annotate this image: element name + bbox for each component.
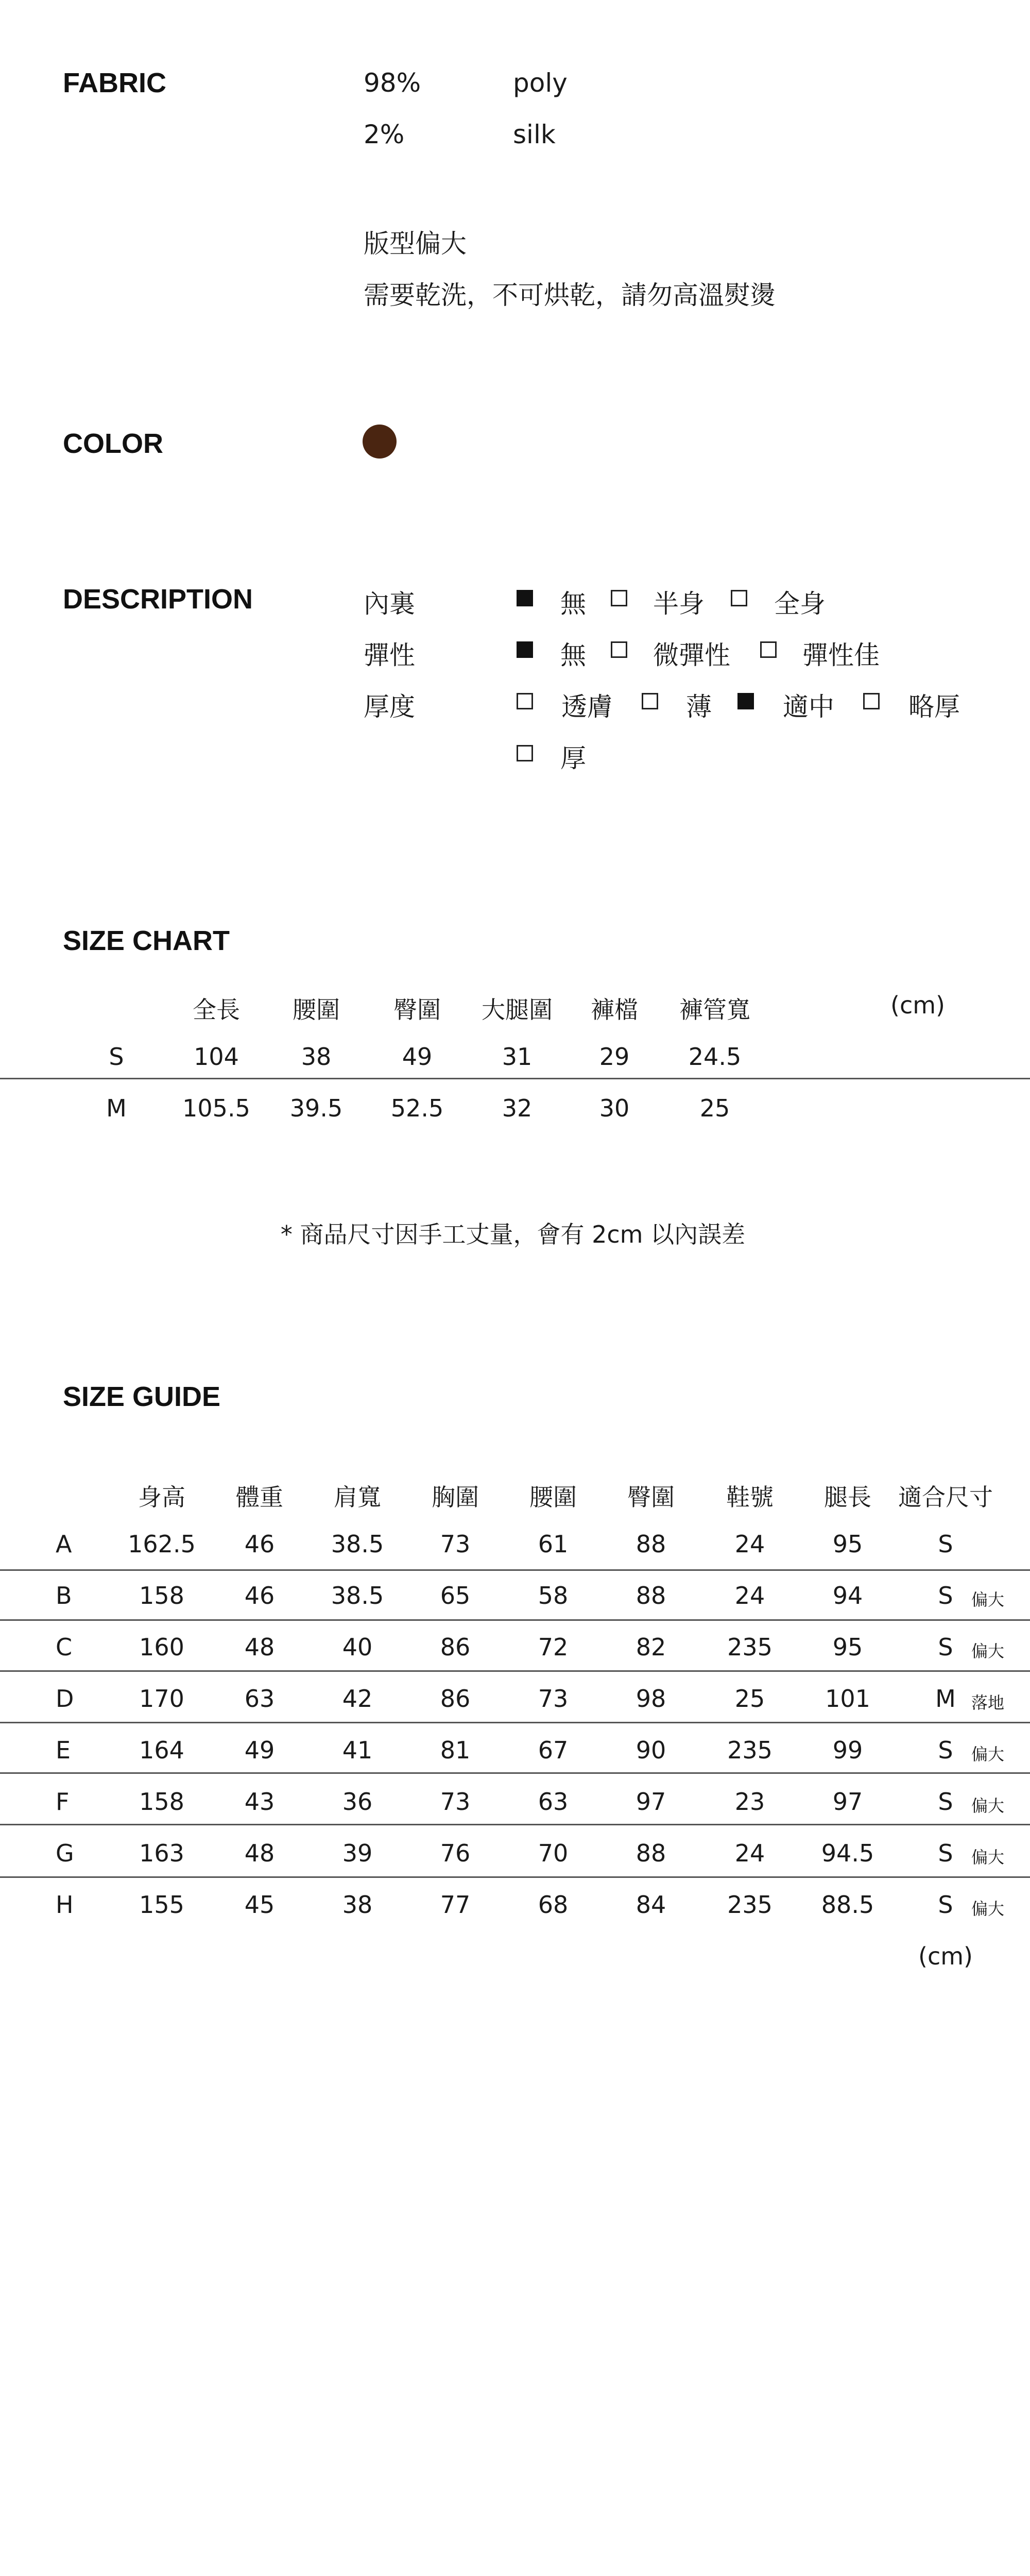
description-label-thickness: 厚度	[364, 692, 415, 722]
elasticity-slight-label: 微彈性	[653, 640, 730, 670]
size-guide-divider	[0, 1824, 1030, 1825]
size-chart-row-label: M	[106, 1094, 127, 1122]
size-guide-cell: 67	[538, 1736, 569, 1764]
size-guide-cell: 94	[832, 1582, 863, 1609]
size-guide-cell: 88.5	[821, 1891, 874, 1919]
size-guide-cell: 97	[636, 1788, 666, 1816]
size-guide-cell: 46	[244, 1530, 275, 1558]
size-guide-cell: 48	[244, 1839, 275, 1867]
size-guide-cell: 235	[727, 1633, 772, 1661]
size-chart-cell: 49	[402, 1043, 433, 1071]
size-guide-divider	[0, 1619, 1030, 1621]
size-guide-cell: 164	[139, 1736, 184, 1764]
size-guide-fit: S	[938, 1736, 953, 1764]
size-chart-header-leg-opening: 褲管寬	[679, 996, 750, 1024]
elasticity-none-label: 無	[560, 640, 586, 670]
size-guide-fit: S	[938, 1891, 953, 1919]
size-guide-cell: 38.5	[331, 1582, 384, 1609]
size-chart-header-waist: 腰圍	[293, 996, 340, 1024]
thickness-sheer-checkbox	[517, 693, 533, 709]
size-guide-cell: 82	[636, 1633, 666, 1661]
thickness-thick-label: 厚	[560, 743, 586, 773]
description-label-elasticity: 彈性	[364, 640, 415, 670]
size-guide-cell: 88	[636, 1839, 666, 1867]
size-guide-cell: 49	[244, 1736, 275, 1764]
elasticity-none-checkbox	[517, 641, 533, 658]
thickness-thin-checkbox	[642, 693, 658, 709]
size-guide-cell: 43	[244, 1788, 275, 1816]
size-guide-cell: 99	[832, 1736, 863, 1764]
size-guide-cell: 76	[440, 1839, 471, 1867]
size-guide-divider	[0, 1670, 1030, 1672]
size-guide-header: 臀圍	[627, 1483, 675, 1511]
size-guide-model-id: E	[56, 1736, 71, 1764]
size-guide-fit: S	[938, 1788, 953, 1816]
size-guide-model-id: D	[56, 1685, 74, 1713]
size-guide-cell: 63	[244, 1685, 275, 1713]
fabric-material-1: poly	[513, 68, 568, 98]
size-guide-fit-note: 偏大	[971, 1744, 1005, 1764]
size-guide-heading: SIZE GUIDE	[63, 1381, 221, 1412]
size-guide-header: 腰圍	[529, 1483, 577, 1511]
lining-full-label: 全身	[774, 589, 826, 619]
size-chart-cell: 105.5	[182, 1094, 250, 1122]
size-guide-header: 鞋號	[726, 1483, 774, 1511]
fabric-material-2: silk	[513, 120, 556, 149]
size-guide-cell: 88	[636, 1582, 666, 1609]
size-guide-cell: 95	[832, 1530, 863, 1558]
size-guide-fit: S	[938, 1582, 953, 1609]
size-guide-cell: 24	[734, 1530, 765, 1558]
size-guide-fit-note: 偏大	[971, 1796, 1005, 1816]
size-guide-cell: 70	[538, 1839, 569, 1867]
size-chart-cell: 24.5	[688, 1043, 742, 1071]
size-guide-cell: 97	[832, 1788, 863, 1816]
size-guide-cell: 58	[538, 1582, 569, 1609]
size-guide-cell: 68	[538, 1891, 569, 1919]
size-guide-header: 腿長	[824, 1483, 871, 1511]
size-chart-cell: 32	[502, 1094, 533, 1122]
size-guide-fit-note: 落地	[971, 1693, 1005, 1713]
size-guide-cell: 24	[734, 1839, 765, 1867]
size-chart-cell: 39.5	[289, 1094, 343, 1122]
size-chart-header-rise: 褲檔	[591, 996, 638, 1024]
size-guide-cell: 170	[139, 1685, 184, 1713]
size-guide-cell: 84	[636, 1891, 666, 1919]
size-chart-cell: 29	[599, 1043, 630, 1071]
size-guide-model-id: B	[56, 1582, 72, 1609]
size-guide-cell: 101	[825, 1685, 870, 1713]
size-guide-cell: 162.5	[128, 1530, 196, 1558]
size-guide-cell: 46	[244, 1582, 275, 1609]
size-guide-cell: 39	[342, 1839, 373, 1867]
size-guide-cell: 48	[244, 1633, 275, 1661]
size-guide-cell: 163	[139, 1839, 184, 1867]
size-guide-fit: S	[938, 1530, 953, 1558]
thickness-slightly-thick-label: 略厚	[908, 692, 960, 722]
size-guide-divider	[0, 1876, 1030, 1878]
size-guide-header: 適合尺寸	[898, 1483, 993, 1511]
size-guide-cell: 81	[440, 1736, 471, 1764]
size-guide-cell: 158	[139, 1788, 184, 1816]
thickness-thin-label: 薄	[686, 692, 712, 722]
lining-none-label: 無	[560, 589, 586, 619]
size-guide-cell: 86	[440, 1685, 471, 1713]
size-chart-row-label: S	[109, 1043, 124, 1071]
size-guide-cell: 86	[440, 1633, 471, 1661]
size-guide-cell: 42	[342, 1685, 373, 1713]
size-chart-cell: 25	[699, 1094, 730, 1122]
size-chart-heading: SIZE CHART	[63, 925, 230, 956]
size-chart-cell: 30	[599, 1094, 630, 1122]
size-guide-cell: 235	[727, 1736, 772, 1764]
fabric-percent-1: 98%	[364, 68, 421, 98]
size-guide-cell: 23	[734, 1788, 765, 1816]
fabric-percent-2: 2%	[364, 120, 405, 149]
size-guide-header: 身高	[138, 1483, 185, 1511]
color-heading: COLOR	[63, 428, 163, 459]
size-guide-cell: 155	[139, 1891, 184, 1919]
size-guide-cell: 65	[440, 1582, 471, 1609]
size-guide-model-id: C	[56, 1633, 73, 1661]
size-guide-cell: 25	[734, 1685, 765, 1713]
size-guide-cell: 24	[734, 1582, 765, 1609]
size-guide-cell: 95	[832, 1633, 863, 1661]
fabric-note-care: 需要乾洗，不可烘乾，請勿高溫熨燙	[364, 280, 776, 310]
size-guide-cell: 63	[538, 1788, 569, 1816]
size-guide-cell: 158	[139, 1582, 184, 1609]
size-guide-cell: 88	[636, 1530, 666, 1558]
color-swatch	[363, 425, 397, 459]
size-guide-cell: 98	[636, 1685, 666, 1713]
size-guide-cell: 73	[538, 1685, 569, 1713]
size-guide-divider	[0, 1772, 1030, 1774]
size-chart-cell: 104	[194, 1043, 239, 1071]
size-chart-unit: (cm)	[890, 991, 945, 1019]
size-guide-divider	[0, 1569, 1030, 1571]
size-chart-note: * 商品尺寸因手工丈量，會有 2cm 以內誤差	[280, 1221, 746, 1248]
size-guide-cell: 235	[727, 1891, 772, 1919]
size-guide-fit: M	[935, 1685, 956, 1713]
size-guide-header: 體重	[236, 1483, 283, 1511]
size-guide-cell: 40	[342, 1633, 373, 1661]
size-guide-fit-note: 偏大	[971, 1641, 1005, 1661]
size-guide-cell: 90	[636, 1736, 666, 1764]
size-chart-cell: 38	[301, 1043, 332, 1071]
size-guide-cell: 61	[538, 1530, 569, 1558]
fabric-note-fit: 版型偏大	[364, 229, 467, 259]
size-guide-fit-note: 偏大	[971, 1899, 1005, 1919]
lining-full-checkbox	[731, 590, 747, 606]
size-guide-cell: 38	[342, 1891, 373, 1919]
size-guide-model-id: H	[56, 1891, 74, 1919]
size-guide-cell: 41	[342, 1736, 373, 1764]
size-guide-cell: 73	[440, 1530, 471, 1558]
size-guide-cell: 72	[538, 1633, 569, 1661]
lining-half-checkbox	[611, 590, 627, 606]
size-guide-fit-note: 偏大	[971, 1590, 1005, 1609]
description-label-lining: 內裏	[364, 589, 415, 619]
size-guide-unit: (cm)	[918, 1942, 973, 1970]
size-guide-divider	[0, 1722, 1030, 1723]
size-guide-model-id: F	[56, 1788, 70, 1816]
lining-half-label: 半身	[653, 589, 705, 619]
size-guide-cell: 160	[139, 1633, 184, 1661]
size-chart-header-length: 全長	[193, 996, 240, 1024]
size-guide-fit-note: 偏大	[971, 1848, 1005, 1867]
elasticity-good-checkbox	[760, 641, 777, 658]
elasticity-slight-checkbox	[611, 641, 627, 658]
size-guide-cell: 94.5	[821, 1839, 874, 1867]
size-guide-cell: 36	[342, 1788, 373, 1816]
lining-none-checkbox	[517, 590, 533, 606]
size-chart-header-thigh: 大腿圍	[482, 996, 553, 1024]
thickness-slightly-thick-checkbox	[863, 693, 880, 709]
thickness-sheer-label: 透膚	[561, 692, 613, 722]
size-guide-model-id: A	[56, 1530, 72, 1558]
elasticity-good-label: 彈性佳	[802, 640, 880, 670]
fabric-heading: FABRIC	[63, 67, 166, 98]
size-guide-cell: 45	[244, 1891, 275, 1919]
size-chart-divider	[0, 1078, 1030, 1079]
size-chart-cell: 31	[502, 1043, 533, 1071]
size-chart-header-hip: 臀圍	[393, 996, 441, 1024]
thickness-medium-label: 適中	[783, 692, 834, 722]
thickness-thick-checkbox	[517, 745, 533, 761]
size-guide-fit: S	[938, 1633, 953, 1661]
size-guide-header: 肩寬	[334, 1483, 381, 1511]
size-guide-cell: 38.5	[331, 1530, 384, 1558]
thickness-medium-checkbox	[737, 693, 754, 709]
size-guide-cell: 73	[440, 1788, 471, 1816]
size-guide-model-id: G	[56, 1839, 74, 1867]
size-guide-fit: S	[938, 1839, 953, 1867]
description-heading: DESCRIPTION	[63, 584, 253, 615]
size-chart-cell: 52.5	[390, 1094, 444, 1122]
size-guide-cell: 77	[440, 1891, 471, 1919]
size-guide-header: 胸圍	[432, 1483, 479, 1511]
